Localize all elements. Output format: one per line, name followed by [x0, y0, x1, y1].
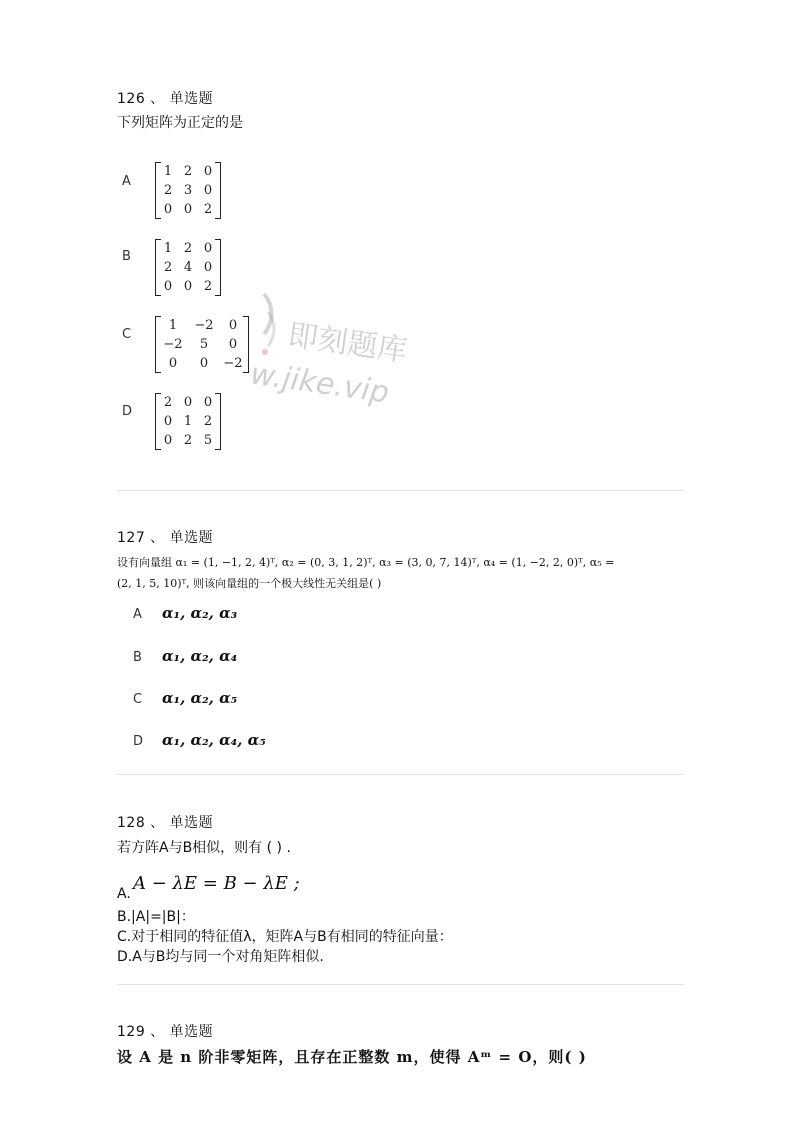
q126-option-a-letter[interactable]: A	[122, 174, 131, 189]
q126-header: 126 、 单选题	[117, 91, 214, 107]
q126-option-d-letter[interactable]: D	[122, 404, 133, 419]
separator-2	[117, 774, 684, 775]
q127-option-d-text: α₁, α₂, α₄, α₅	[162, 731, 266, 749]
q126-option-a-matrix: 1 2 0 2 3 0 0 0 2	[158, 162, 218, 219]
q127-option-a-letter[interactable]: A	[133, 607, 142, 622]
q126-option-b-matrix: 1 2 0 2 4 0 0 0 2	[158, 239, 218, 296]
separator-1	[117, 490, 684, 491]
watermark-url: w.jike.vip	[248, 356, 392, 411]
q128-prompt: 若方阵A与B相似，则有 ( ) .	[117, 840, 291, 856]
q128-option-a-math: A − λE = B − λE ;	[133, 873, 300, 894]
q127-option-c-letter[interactable]: C	[133, 692, 143, 707]
q126-option-c-matrix: 1 −2 0 −2 5 0 0 0 −2	[158, 316, 246, 373]
q127-header: 127 、 单选题	[117, 530, 214, 546]
q127-option-b-text: α₁, α₂, α₄	[162, 647, 238, 665]
q129-header: 129 、 单选题	[117, 1024, 214, 1040]
q127-option-d-letter[interactable]: D	[133, 734, 144, 749]
q128-option-d[interactable]: D.A与B均与同一个对角矩阵相似.	[117, 949, 324, 965]
q129-prompt: 设 A 是 n 阶非零矩阵，且存在正整数 m，使得 Aᵐ = O，则( )	[117, 1048, 587, 1066]
watermark-brand: 即刻题库	[285, 317, 410, 370]
q128-option-a-prefix[interactable]: A.	[117, 886, 131, 902]
q126-prompt: 下列矩阵为正定的是	[117, 115, 243, 131]
q126-option-c-letter[interactable]: C	[122, 327, 132, 342]
q127-prompt-line2: (2, 1, 5, 10)ᵀ, 则该向量组的一个极大线性无关组是( )	[117, 577, 382, 590]
q127-option-c-text: α₁, α₂, α₅	[162, 689, 238, 707]
q126-option-b-letter[interactable]: B	[122, 249, 131, 264]
q127-prompt-line1: 设有向量组 α₁ = (1, −1, 2, 4)ᵀ, α₂ = (0, 3, 1, 2)ᵀ, α₃ = (3, 0, 7, 14)ᵀ, α₄ = (1, −2, 2, 0)ᵀ, α₅ =	[117, 556, 615, 569]
q126-option-d-matrix: 2 0 0 0 1 2 0 2 5	[158, 393, 218, 450]
watermark-logo-icon	[258, 292, 280, 362]
q127-option-b-letter[interactable]: B	[133, 650, 142, 665]
separator-3	[117, 984, 684, 985]
q128-option-b[interactable]: B.|A|=|B|：	[117, 909, 195, 925]
q128-option-c[interactable]: C.对于相同的特征值λ，矩阵A与B有相同的特征向量：	[117, 929, 453, 945]
q128-header: 128 、 单选题	[117, 815, 214, 831]
q127-option-a-text: α₁, α₂, α₃	[162, 604, 238, 622]
